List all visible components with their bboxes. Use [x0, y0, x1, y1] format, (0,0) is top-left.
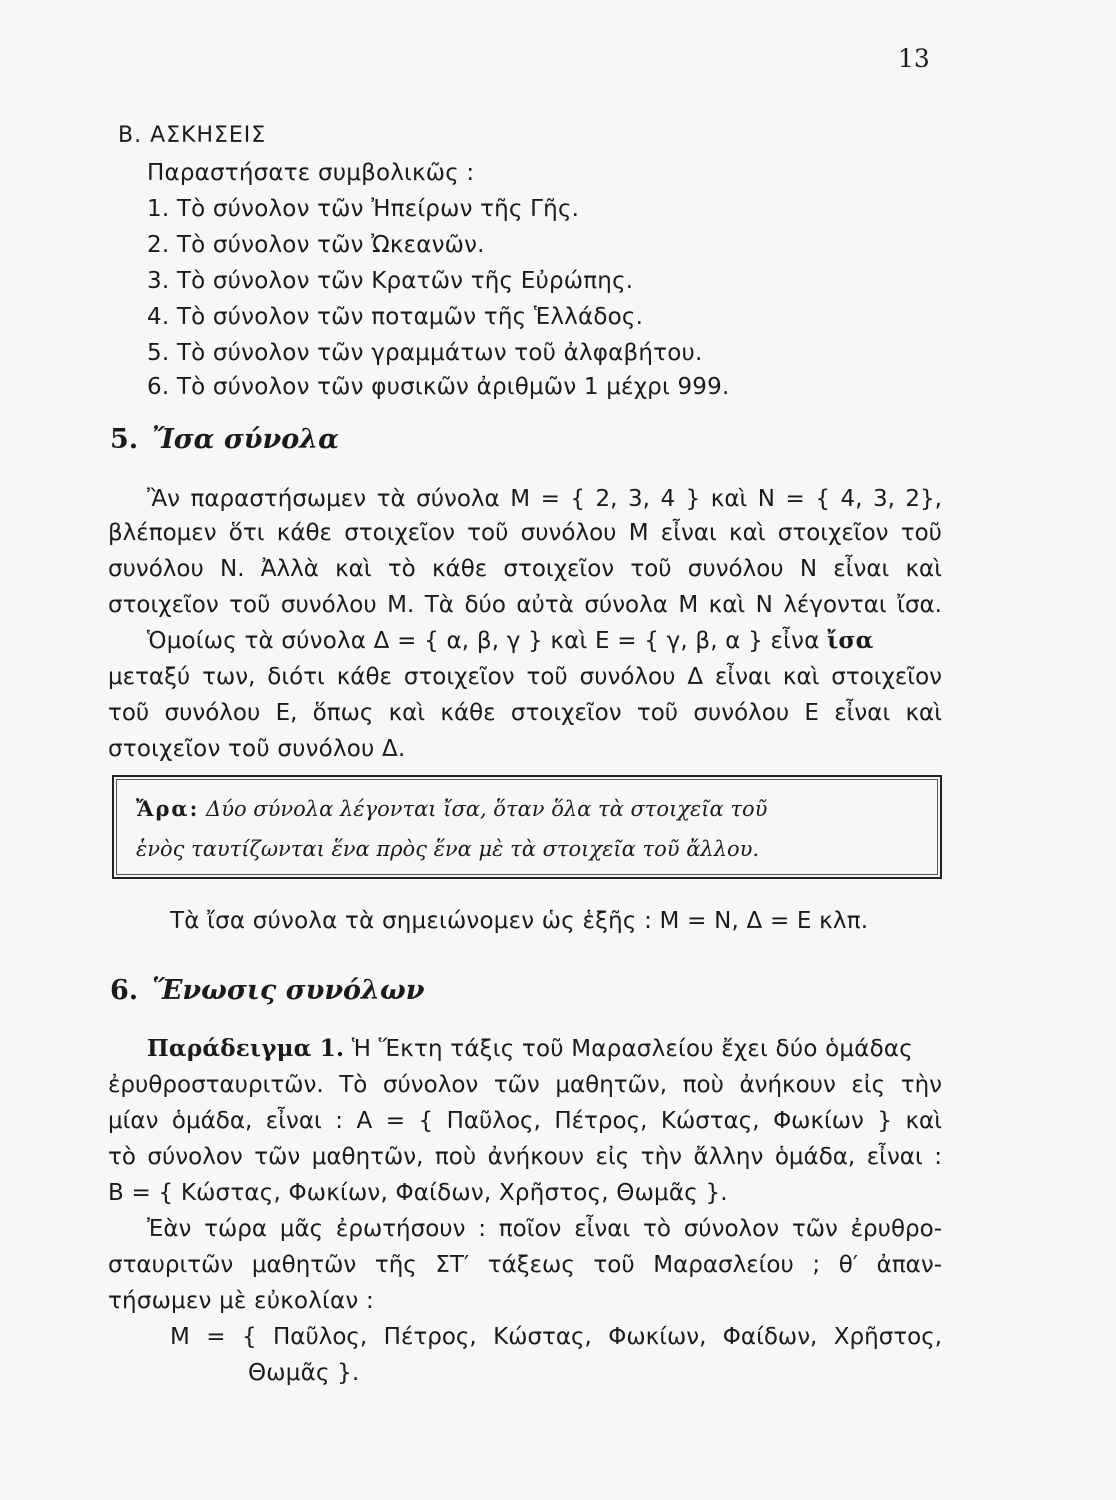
definition-line-1: [136, 795, 767, 823]
paragraph-line: συνόλου N. Ἀλλὰ καὶ τὸ κάθε στοιχεῖον τοῦ συνόλου N εἶναι καὶ: [108, 556, 942, 582]
definition-text: Δύο σύνολα λέγονται ἴσα, ὅταν ὅλα τὰ στοιχεῖα τοῦ: [206, 797, 768, 821]
set-m-line: Θωμᾶς }.: [248, 1360, 360, 1386]
line-text: Ἡ Ἕκτη τάξις τοῦ Μαρασλείου ἔχει δύο ὁμάδας: [351, 1036, 913, 1062]
exercise-item: 5. Τὸ σύνολον τῶν γραμμάτων τοῦ ἀλφαβήτου.: [147, 340, 703, 366]
paragraph-line: Ἐὰν τώρα μᾶς ἐρωτήσουν : ποῖον εἶναι τὸ σύνολον τῶν ἐρυθρο-: [147, 1216, 942, 1242]
paragraph-line: στοιχεῖον τοῦ συνόλου Δ.: [108, 736, 406, 762]
section-5-heading: [110, 424, 339, 455]
paragraph-line: μεταξύ των, διότι κάθε στοιχεῖον τοῦ συνόλου Δ εἶναι καὶ στοιχεῖον: [108, 664, 942, 690]
exercise-item: 6. Τὸ σύνολον τῶν φυσικῶν ἀριθμῶν 1 μέχρι 999.: [147, 374, 730, 400]
definition-label: Ἄρα:: [136, 796, 200, 821]
exercise-item: 4. Τὸ σύνολον τῶν ποταμῶν τῆς Ἑλλάδος.: [147, 304, 644, 330]
paragraph-line: [147, 1034, 942, 1064]
paragraph-line: ἐρυθροσταυριτῶν. Τὸ σύνολον τῶν μαθητῶν, ποὺ ἀνήκουν εἰς τὴν: [108, 1072, 942, 1098]
paragraph-line: [147, 626, 942, 656]
section-title: Ἕνωσις συνόλων: [152, 975, 425, 1006]
section-6-heading: [110, 975, 424, 1006]
section-number: 5.: [110, 424, 139, 455]
paragraph-line: τὸ σύνολον τῶν μαθητῶν, ποὺ ἀνήκουν εἰς τὴν ἄλλην ὁμάδα, εἶναι :: [108, 1144, 942, 1170]
set-m-line: M = { Παῦλος, Πέτρος, Κώστας, Φωκίων, Φαίδων, Χρῆστος,: [170, 1324, 942, 1350]
section-number: 6.: [110, 975, 139, 1006]
paragraph-line: στοιχεῖον τοῦ συνόλου M. Τὰ δύο αὐτὰ σύνολα M καὶ N λέγονται ἴσα.: [108, 592, 942, 618]
notation-line: Τὰ ἴσα σύνολα τὰ σημειώνομεν ὡς ἑξῆς : M = N, Δ = E κλπ.: [170, 908, 869, 934]
set-b-line: B = { Κώστας, Φωκίων, Φαίδων, Χρῆστος, Θωμᾶς }.: [108, 1180, 728, 1206]
definition-line-2: ἑνὸς ταυτίζωνται ἕνα πρὸς ἕνα μὲ τὰ στοιχεῖα τοῦ ἄλλου.: [136, 837, 760, 861]
paragraph-line: τήσωμεν μὲ εὐκολίαν :: [108, 1288, 374, 1314]
exercises-heading: Β. ΑΣΚΗΣΕΙΣ: [118, 123, 267, 148]
paragraph-line: μίαν ὁμάδα, εἶναι : A = { Παῦλος, Πέτρος, Κώστας, Φωκίων } καὶ: [108, 1108, 942, 1134]
bold-word: ἴσα: [827, 627, 874, 654]
page-number: 13: [898, 44, 930, 73]
exercise-item: 2. Τὸ σύνολον τῶν Ὠκεανῶν.: [147, 232, 485, 258]
section-title: Ἴσα σύνολα: [152, 424, 339, 455]
line-text: Ὁμοίως τὰ σύνολα Δ = { α, β, γ } καὶ E = { γ, β, α } εἶνα: [147, 628, 820, 654]
exercise-item: 3. Τὸ σύνολον τῶν Κρατῶν τῆς Εὐρώπης.: [147, 268, 634, 294]
paragraph-line: σταυριτῶν μαθητῶν τῆς ΣΤ′ τάξεως τοῦ Μαρασλείου ; θ′ ἀπαν-: [108, 1252, 942, 1278]
definition-box: [112, 775, 942, 879]
paragraph-line: τοῦ συνόλου E, ὅπως καὶ κάθε στοιχεῖον τοῦ συνόλου E εἶναι καὶ: [108, 700, 942, 726]
exercises-intro: Παραστήσατε συμβολικῶς :: [147, 160, 475, 186]
paragraph-line: Ἂν παραστήσωμεν τὰ σύνολα M = { 2, 3, 4 } καὶ N = { 4, 3, 2},: [147, 486, 942, 512]
paragraph-line: βλέπομεν ὅτι κάθε στοιχεῖον τοῦ συνόλου M εἶναι καὶ στοιχεῖον τοῦ: [108, 520, 942, 546]
example-label: Παράδειγμα 1.: [147, 1035, 345, 1062]
exercise-item: 1. Τὸ σύνολον τῶν Ἠπείρων τῆς Γῆς.: [147, 196, 580, 222]
